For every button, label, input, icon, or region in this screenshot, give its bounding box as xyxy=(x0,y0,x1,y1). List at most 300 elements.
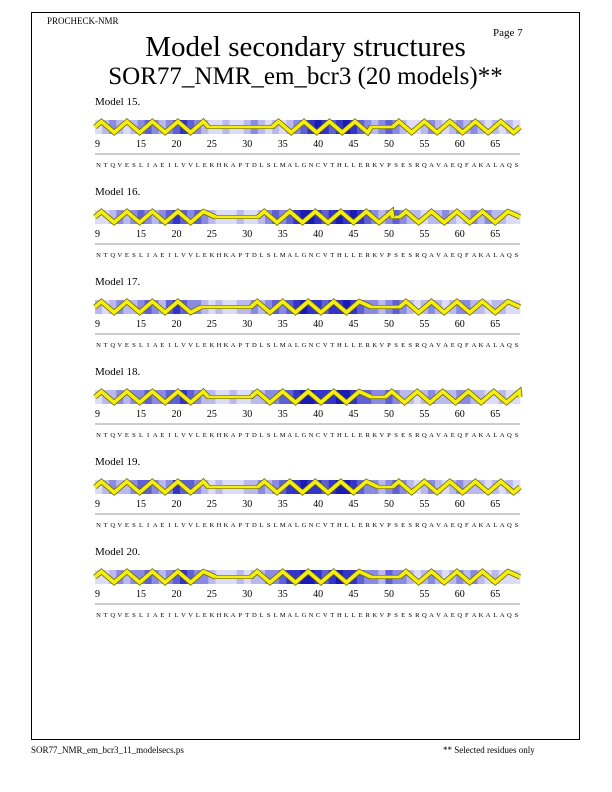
sequence-residue: L xyxy=(493,522,498,529)
residue-tick-label: 20 xyxy=(171,139,182,150)
sequence-residue: E xyxy=(160,522,165,529)
sequence-residue: K xyxy=(478,252,484,259)
sequence-residue: E xyxy=(202,612,207,619)
residue-tick-label: 60 xyxy=(454,229,465,240)
sequence-residue: Q xyxy=(506,162,512,169)
sequence-residue: V xyxy=(117,162,123,169)
coil-segment xyxy=(369,575,402,578)
sequence-residue: V xyxy=(379,342,385,349)
sequence-residue: V xyxy=(322,522,328,529)
sequence-residue: N xyxy=(96,252,101,259)
model-label: Model 19. xyxy=(95,456,141,468)
residue-tick-label: 15 xyxy=(136,139,147,150)
sequence-residue: G xyxy=(301,252,307,259)
sequence-residue: P xyxy=(387,342,391,349)
residue-tick-label: 55 xyxy=(419,319,430,330)
sequence-residue: S xyxy=(514,162,519,169)
sequence-residue: K xyxy=(223,342,229,349)
sequence-residue: D xyxy=(251,252,257,259)
sequence-residue: V xyxy=(379,162,385,169)
sequence-residue: R xyxy=(415,612,420,619)
sequence-residue: A xyxy=(499,612,505,619)
sequence-residue: I xyxy=(147,432,150,439)
residue-tick-label: 35 xyxy=(277,139,288,150)
sequence-residue: A xyxy=(152,432,158,439)
sequence-residue: Q xyxy=(421,342,427,349)
sequence-residue: L xyxy=(273,522,278,529)
sequence-residue: A xyxy=(152,522,158,529)
sequence-residue: L xyxy=(294,252,299,259)
sequence-residue: N xyxy=(308,252,314,259)
model-label: Model 17. xyxy=(95,276,141,288)
sequence-residue: A xyxy=(287,522,293,529)
sequence-residue: T xyxy=(103,522,108,529)
sequence-residue: H xyxy=(216,162,222,169)
sequence-residue: A xyxy=(485,252,491,259)
sequence-residue: T xyxy=(330,252,335,259)
sequence-residue: Q xyxy=(506,522,512,529)
sequence-residue: D xyxy=(251,432,257,439)
sequence-residue: V xyxy=(379,522,385,529)
sequence-residue: P xyxy=(238,432,243,439)
coil-segment xyxy=(206,485,260,488)
sequence-residue: R xyxy=(365,432,370,439)
sequence-residue: T xyxy=(245,612,250,619)
sequence-residue: L xyxy=(493,432,498,439)
sequence-residue: L xyxy=(273,432,278,439)
structure-plot xyxy=(0,276,612,366)
sequence-residue: L xyxy=(174,162,179,169)
sequence-residue: I xyxy=(168,432,171,439)
sequence-residue: P xyxy=(238,342,243,349)
sequence-residue: S xyxy=(132,612,136,619)
sequence-residue: V xyxy=(181,252,186,259)
sequence-residue: P xyxy=(387,612,391,619)
sequence-residue: E xyxy=(160,252,165,259)
sequence-residue: L xyxy=(294,612,299,619)
sequence-residue: I xyxy=(168,162,171,169)
structure-plot xyxy=(0,546,612,636)
sequence-residue: T xyxy=(103,252,108,259)
sequence-residue: L xyxy=(195,432,200,439)
residue-tick-label: 25 xyxy=(206,499,217,510)
sequence-residue: K xyxy=(223,522,229,529)
residue-tick-label: 55 xyxy=(419,139,430,150)
residue-tick-label: 55 xyxy=(419,409,430,420)
structure-plot xyxy=(0,366,612,456)
residue-tick-label: 40 xyxy=(313,229,324,240)
residue-tick-label: 60 xyxy=(454,589,465,600)
residue-tick-label: 15 xyxy=(136,409,147,420)
sequence-residue: M xyxy=(279,342,286,349)
model-panel xyxy=(0,276,612,366)
sequence-residue: K xyxy=(372,522,378,529)
sequence-residue: A xyxy=(230,612,236,619)
sequence-residue: S xyxy=(132,252,136,259)
sequence-residue: E xyxy=(358,612,363,619)
sequence-residue: A xyxy=(485,432,491,439)
residue-tick-label: 65 xyxy=(490,319,501,330)
sequence-residue: V xyxy=(188,162,194,169)
sequence-residue: L xyxy=(139,162,144,169)
model-label: Model 15. xyxy=(95,96,141,108)
sequence-residue: L xyxy=(344,252,349,259)
sequence-residue: S xyxy=(132,342,136,349)
sequence-residue: S xyxy=(394,252,398,259)
sequence-residue: A xyxy=(230,252,236,259)
sequence-residue: K xyxy=(209,162,215,169)
sequence-residue: L xyxy=(259,342,264,349)
sequence-residue: K xyxy=(478,612,484,619)
sequence-residue: A xyxy=(485,522,491,529)
sequence-residue: N xyxy=(308,432,314,439)
sequence-residue: I xyxy=(147,612,150,619)
sequence-residue: E xyxy=(202,342,207,349)
residue-tick-label: 25 xyxy=(206,409,217,420)
sequence-residue: A xyxy=(429,612,434,619)
program-name: PROCHECK-NMR xyxy=(47,16,119,26)
residue-tick-label: 65 xyxy=(490,229,501,240)
sequence-residue: K xyxy=(372,252,378,259)
sequence-residue: L xyxy=(294,522,299,529)
sequence-residue: E xyxy=(401,522,406,529)
residue-tick-label: 65 xyxy=(490,589,501,600)
sequence-residue: L xyxy=(174,342,179,349)
sequence-residue: K xyxy=(209,432,215,439)
residue-tick-label: 40 xyxy=(313,499,324,510)
sequence-residue: N xyxy=(96,342,101,349)
sequence-residue: H xyxy=(336,252,342,259)
sequence-residue: L xyxy=(493,342,498,349)
sequence-residue: E xyxy=(202,522,207,529)
sequence-residue: V xyxy=(379,432,385,439)
sequence-residue: L xyxy=(344,342,349,349)
sequence-residue: A xyxy=(485,162,491,169)
sequence-residue: Q xyxy=(457,252,463,259)
sequence-residue: R xyxy=(415,252,420,259)
sequence-residue: S xyxy=(394,612,398,619)
sequence-residue: L xyxy=(273,162,278,169)
sequence-residue: E xyxy=(450,612,455,619)
residue-tick-label: 15 xyxy=(136,589,147,600)
sequence-residue: E xyxy=(450,162,455,169)
sequence-residue: K xyxy=(223,252,229,259)
sequence-residue: V xyxy=(379,252,385,259)
residue-tick-label: 9 xyxy=(95,139,100,150)
residue-tick-label: 50 xyxy=(383,589,394,600)
sequence-residue: L xyxy=(139,522,144,529)
sequence-residue: L xyxy=(259,612,264,619)
sequence-residue: E xyxy=(401,612,406,619)
sequence-residue: E xyxy=(401,252,406,259)
sequence-residue: V xyxy=(322,252,328,259)
model-panel xyxy=(0,456,612,546)
sequence-residue: L xyxy=(294,342,299,349)
sequence-residue: L xyxy=(174,432,179,439)
sequence-residue: S xyxy=(408,162,413,169)
sequence-residue: E xyxy=(160,162,165,169)
coil-segment xyxy=(369,305,402,308)
sequence-residue: R xyxy=(365,162,370,169)
sequence-residue: K xyxy=(478,432,484,439)
sequence-residue: A xyxy=(443,522,449,529)
residue-tick-label: 15 xyxy=(136,499,147,510)
sequence-residue: V xyxy=(181,522,186,529)
sequence-residue: L xyxy=(273,342,278,349)
sequence-residue: L xyxy=(351,612,356,619)
sequence-residue: T xyxy=(330,342,335,349)
sequence-residue: A xyxy=(230,522,236,529)
residue-tick-label: 9 xyxy=(95,589,100,600)
sequence-residue: E xyxy=(124,522,129,529)
structure-plot xyxy=(0,186,612,276)
sequence-residue: V xyxy=(117,252,123,259)
sequence-residue: S xyxy=(514,522,519,529)
sequence-residue: V xyxy=(181,612,186,619)
sequence-residue: P xyxy=(387,522,391,529)
sequence-residue: A xyxy=(485,612,491,619)
sequence-residue: A xyxy=(499,162,505,169)
sequence-residue: Q xyxy=(506,342,512,349)
sequence-residue: S xyxy=(266,612,271,619)
residue-tick-label: 60 xyxy=(454,409,465,420)
sequence-residue: R xyxy=(415,432,420,439)
sequence-residue: V xyxy=(436,252,441,259)
residue-tick-label: 15 xyxy=(136,319,147,330)
sequence-residue: S xyxy=(132,432,136,439)
residue-tick-label: 30 xyxy=(242,589,253,600)
sequence-residue: L xyxy=(259,162,264,169)
sequence-residue: M xyxy=(279,162,286,169)
sequence-residue: V xyxy=(188,522,194,529)
sequence-residue: E xyxy=(450,432,455,439)
sequence-residue: E xyxy=(124,612,129,619)
residue-tick-label: 40 xyxy=(313,589,324,600)
sequence-residue: K xyxy=(223,432,229,439)
sequence-residue: S xyxy=(394,522,398,529)
sequence-residue: A xyxy=(152,252,158,259)
sequence-residue: V xyxy=(436,162,441,169)
sequence-residue: A xyxy=(429,252,434,259)
sequence-residue: Q xyxy=(421,162,427,169)
sequence-residue: T xyxy=(103,432,108,439)
sequence-residue: L xyxy=(351,162,356,169)
sequence-residue: Q xyxy=(110,612,116,619)
residue-tick-label: 9 xyxy=(95,229,100,240)
residue-tick-label: 60 xyxy=(454,139,465,150)
sequence-residue: A xyxy=(443,342,449,349)
sequence-residue: L xyxy=(294,162,299,169)
sequence-residue: K xyxy=(478,522,484,529)
residue-tick-label: 30 xyxy=(242,139,253,150)
sequence-residue: K xyxy=(223,162,229,169)
residue-tick-label: 15 xyxy=(136,229,147,240)
residue-tick-label: 45 xyxy=(348,139,359,150)
sequence-residue: H xyxy=(216,612,222,619)
residue-tick-label: 20 xyxy=(171,409,182,420)
sequence-residue: V xyxy=(436,522,441,529)
sequence-residue: V xyxy=(117,432,123,439)
sequence-residue: A xyxy=(443,252,449,259)
sequence-residue: I xyxy=(168,612,171,619)
sequence-residue: L xyxy=(174,522,179,529)
sequence-residue: L xyxy=(351,432,356,439)
sequence-residue: S xyxy=(394,432,398,439)
sequence-residue: G xyxy=(301,522,307,529)
residue-tick-label: 50 xyxy=(383,139,394,150)
residue-tick-label: 50 xyxy=(383,499,394,510)
residue-tick-label: 65 xyxy=(490,499,501,510)
sequence-residue: Q xyxy=(421,522,427,529)
residue-tick-label: 35 xyxy=(277,229,288,240)
sequence-residue: L xyxy=(139,612,144,619)
sequence-residue: R xyxy=(365,612,370,619)
residue-tick-label: 25 xyxy=(206,319,217,330)
residue-tick-label: 35 xyxy=(277,589,288,600)
sequence-residue: L xyxy=(493,252,498,259)
sequence-residue: L xyxy=(139,252,144,259)
sequence-residue: T xyxy=(245,162,250,169)
sequence-residue: L xyxy=(273,252,278,259)
sequence-residue: R xyxy=(415,522,420,529)
sequence-residue: A xyxy=(485,342,491,349)
sequence-residue: V xyxy=(436,342,441,349)
sequence-residue: V xyxy=(188,612,194,619)
sequence-residue: Q xyxy=(421,612,427,619)
sequence-residue: V xyxy=(322,342,328,349)
sequence-residue: L xyxy=(195,162,200,169)
sequence-residue: R xyxy=(415,342,420,349)
sequence-residue: A xyxy=(429,342,434,349)
residue-tick-label: 45 xyxy=(348,229,359,240)
sequence-residue: A xyxy=(230,162,236,169)
sequence-residue: N xyxy=(308,612,314,619)
sequence-residue: S xyxy=(266,342,271,349)
residue-tick-label: 20 xyxy=(171,499,182,510)
sequence-residue: L xyxy=(273,612,278,619)
residue-tick-label: 9 xyxy=(95,499,100,510)
sequence-residue: Q xyxy=(457,342,463,349)
sequence-residue: G xyxy=(301,342,307,349)
residue-tick-label: 60 xyxy=(454,319,465,330)
sequence-residue: S xyxy=(408,252,413,259)
sequence-residue: T xyxy=(245,432,250,439)
sequence-residue: T xyxy=(330,612,335,619)
sequence-residue: E xyxy=(202,162,207,169)
sequence-residue: S xyxy=(514,252,519,259)
sequence-residue: H xyxy=(336,162,342,169)
model-panel xyxy=(0,186,612,276)
sequence-residue: K xyxy=(209,612,215,619)
sequence-residue: N xyxy=(308,162,314,169)
sequence-residue: V xyxy=(117,612,123,619)
sequence-residue: E xyxy=(124,252,129,259)
sequence-residue: P xyxy=(238,162,243,169)
sequence-residue: T xyxy=(330,432,335,439)
sequence-residue: L xyxy=(493,612,498,619)
footer-note: ** Selected residues only xyxy=(443,745,535,755)
sequence-residue: S xyxy=(514,342,519,349)
footer-filename: SOR77_NMR_em_bcr3_11_modelsecs.ps xyxy=(31,745,184,755)
sequence-residue: V xyxy=(436,612,441,619)
sequence-residue: L xyxy=(344,522,349,529)
sequence-residue: A xyxy=(287,252,293,259)
sequence-residue: K xyxy=(478,162,484,169)
sequence-residue: P xyxy=(238,612,243,619)
model-label: Model 16. xyxy=(95,186,141,198)
sequence-residue: M xyxy=(279,432,286,439)
sequence-residue: E xyxy=(401,162,406,169)
structure-plot xyxy=(0,96,612,186)
sequence-residue: V xyxy=(181,342,186,349)
sequence-residue: S xyxy=(408,522,413,529)
sequence-residue: L xyxy=(195,342,200,349)
sequence-residue: L xyxy=(195,522,200,529)
sequence-residue: T xyxy=(330,522,335,529)
sequence-residue: P xyxy=(387,162,391,169)
sequence-residue: K xyxy=(209,342,215,349)
sequence-residue: E xyxy=(160,432,165,439)
sequence-residue: H xyxy=(336,522,342,529)
sequence-residue: K xyxy=(372,342,378,349)
residue-tick-label: 30 xyxy=(242,409,253,420)
sequence-residue: C xyxy=(315,342,321,349)
residue-tick-label: 9 xyxy=(95,409,100,420)
sequence-residue: E xyxy=(202,252,207,259)
sequence-residue: C xyxy=(315,612,321,619)
sequence-residue: V xyxy=(117,522,123,529)
residue-tick-label: 65 xyxy=(490,139,501,150)
sequence-residue: I xyxy=(168,522,171,529)
sequence-residue: L xyxy=(351,342,356,349)
coil-segment xyxy=(213,575,253,578)
sequence-residue: E xyxy=(124,342,129,349)
page-number: Page 7 xyxy=(493,27,523,39)
sequence-residue: S xyxy=(408,432,413,439)
sequence-residue: V xyxy=(322,432,328,439)
sequence-residue: L xyxy=(351,522,356,529)
sequence-residue: E xyxy=(202,432,207,439)
coil-segment xyxy=(206,125,274,128)
sequence-residue: S xyxy=(132,162,136,169)
page-subtitle: SOR77_NMR_em_bcr3 (20 models)** xyxy=(108,63,503,90)
sequence-residue: L xyxy=(493,162,498,169)
sequence-residue: A xyxy=(287,432,293,439)
residue-tick-label: 40 xyxy=(313,319,324,330)
sequence-residue: Q xyxy=(506,252,512,259)
sequence-residue: K xyxy=(372,432,378,439)
model-panel xyxy=(0,546,612,636)
sequence-residue: A xyxy=(152,342,158,349)
sequence-residue: A xyxy=(471,612,477,619)
residue-tick-label: 35 xyxy=(277,319,288,330)
residue-tick-label: 55 xyxy=(419,499,430,510)
sequence-residue: Q xyxy=(457,522,463,529)
sequence-residue: I xyxy=(147,162,150,169)
residue-tick-label: 45 xyxy=(348,499,359,510)
residue-tick-label: 45 xyxy=(348,409,359,420)
sequence-residue: E xyxy=(450,522,455,529)
sequence-residue: A xyxy=(152,612,158,619)
sequence-residue: D xyxy=(251,612,257,619)
sequence-residue: F xyxy=(465,342,469,349)
sequence-residue: I xyxy=(168,342,171,349)
sequence-residue: Q xyxy=(457,432,463,439)
sequence-residue: E xyxy=(358,252,363,259)
sequence-residue: L xyxy=(174,252,179,259)
sequence-residue: V xyxy=(322,162,328,169)
sequence-residue: L xyxy=(294,432,299,439)
